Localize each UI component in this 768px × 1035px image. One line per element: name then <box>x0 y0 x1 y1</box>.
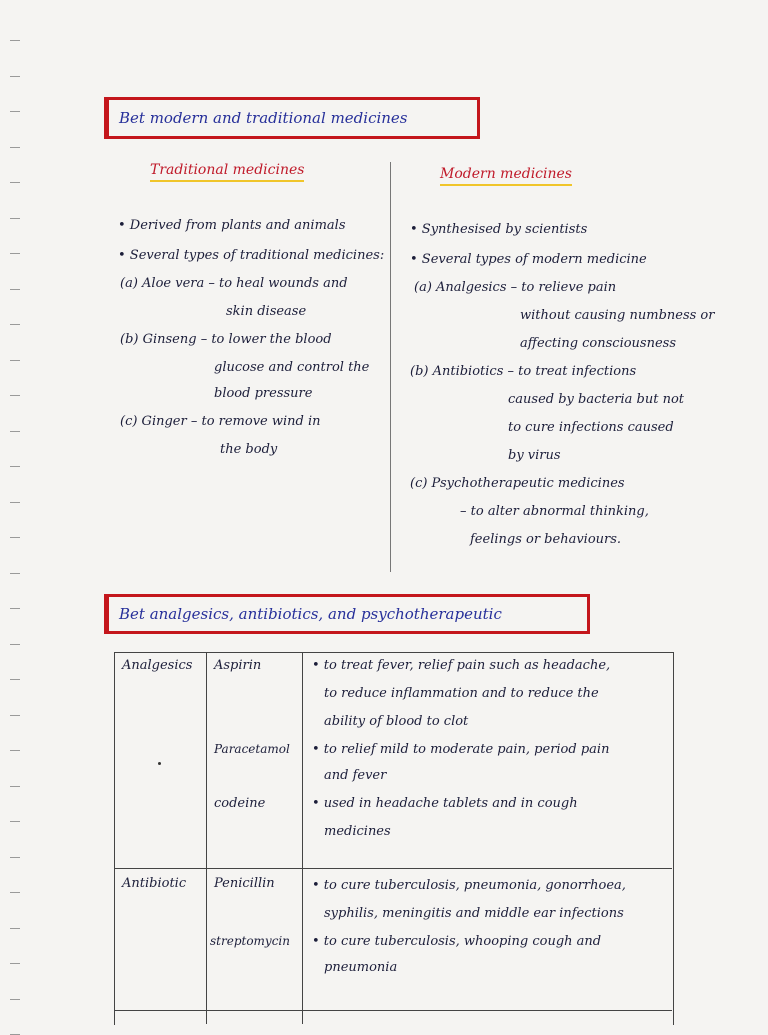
section2-title: Bet analgesics, antibiotics, and psychotherapeutic <box>104 594 590 634</box>
drug-name: codeine <box>214 796 266 811</box>
modern-line: (c) Psychotherapeutic medicines <box>410 476 625 491</box>
modern-line: (b) Antibiotics – to treat infections <box>410 364 637 379</box>
drug-name: Aspirin <box>214 658 262 673</box>
table-category: Antibiotic <box>122 876 187 891</box>
modern-line: to cure infections caused <box>508 420 674 435</box>
margin-tick <box>10 360 20 361</box>
drug-use-line: • to relief mild to moderate pain, period pain <box>312 742 610 757</box>
margin-tick <box>10 182 20 183</box>
traditional-line: glucose and control the <box>214 360 370 375</box>
margin-tick <box>10 466 20 467</box>
table-row-divider <box>114 868 672 869</box>
drug-use-line: • used in headache tablets and in cough <box>312 796 578 811</box>
modern-line: caused by bacteria but not <box>508 392 685 407</box>
margin-tick <box>10 253 20 254</box>
modern-line: (a) Analgesics – to relieve pain <box>414 280 617 295</box>
margin-tick <box>10 573 20 574</box>
table-column-divider <box>302 652 303 1024</box>
margin-tick <box>10 750 20 751</box>
margin-tick <box>10 821 20 822</box>
margin-tick <box>10 218 20 219</box>
drug-use-line: syphilis, meningitis and middle ear infections <box>324 906 624 921</box>
drug-use-line: medicines <box>324 824 391 839</box>
margin-tick <box>10 111 20 112</box>
traditional-heading: Traditional medicines <box>150 162 304 182</box>
drug-use-line: ability of blood to clot <box>324 714 469 729</box>
modern-line: feelings or behaviours. <box>470 532 622 547</box>
margin-tick <box>10 537 20 538</box>
traditional-line: • Derived from plants and animals <box>118 218 346 233</box>
modern-line: • Synthesised by scientists <box>410 222 588 237</box>
drug-use-line: • to cure tuberculosis, pneumonia, gonorrhoea, <box>312 878 626 893</box>
column-divider <box>390 162 391 572</box>
margin-tick <box>10 147 20 148</box>
margin-tick <box>10 644 20 645</box>
drug-use-line: pneumonia <box>324 960 398 975</box>
traditional-line: • Several types of traditional medicines: <box>118 248 385 263</box>
binding-margin <box>10 0 24 1024</box>
margin-tick <box>10 289 20 290</box>
margin-tick <box>10 857 20 858</box>
margin-tick <box>10 679 20 680</box>
modern-line: by virus <box>508 448 561 463</box>
margin-tick <box>10 76 20 77</box>
drug-use-line: • to treat fever, relief pain such as headache, <box>312 658 611 673</box>
modern-heading: Modern medicines <box>440 166 572 186</box>
drug-name: streptomycin <box>210 934 290 948</box>
margin-tick <box>10 715 20 716</box>
section1-title: Bet modern and traditional medicines <box>104 97 480 139</box>
traditional-line: (b) Ginseng – to lower the blood <box>120 332 332 347</box>
margin-tick <box>10 608 20 609</box>
table-column-divider <box>206 652 207 1024</box>
margin-tick <box>10 786 20 787</box>
margin-tick <box>10 963 20 964</box>
modern-line: – to alter abnormal thinking, <box>460 504 649 519</box>
drug-name: Paracetamol <box>214 742 290 756</box>
modern-line: affecting consciousness <box>520 336 677 351</box>
stray-dot <box>158 762 161 765</box>
drug-use-line: • to cure tuberculosis, whooping cough and <box>312 934 602 949</box>
modern-line: without causing numbness or <box>520 308 715 323</box>
margin-tick <box>10 999 20 1000</box>
modern-line: • Several types of modern medicine <box>410 252 647 267</box>
margin-tick <box>10 892 20 893</box>
traditional-line: the body <box>220 442 278 457</box>
margin-tick <box>10 40 20 41</box>
margin-tick <box>10 395 20 396</box>
traditional-line: (c) Ginger – to remove wind in <box>120 414 321 429</box>
drug-name: Penicillin <box>214 876 275 891</box>
margin-tick <box>10 431 20 432</box>
margin-tick <box>10 324 20 325</box>
drug-use-line: and fever <box>324 768 387 783</box>
margin-tick <box>10 502 20 503</box>
traditional-line: (a) Aloe vera – to heal wounds and <box>120 276 348 291</box>
drug-use-line: to reduce inflammation and to reduce the <box>324 686 599 701</box>
traditional-line: blood pressure <box>214 386 313 401</box>
margin-tick <box>10 928 20 929</box>
table-category: Analgesics <box>122 658 193 673</box>
traditional-line: skin disease <box>226 304 307 319</box>
table-row-divider <box>114 1010 672 1011</box>
